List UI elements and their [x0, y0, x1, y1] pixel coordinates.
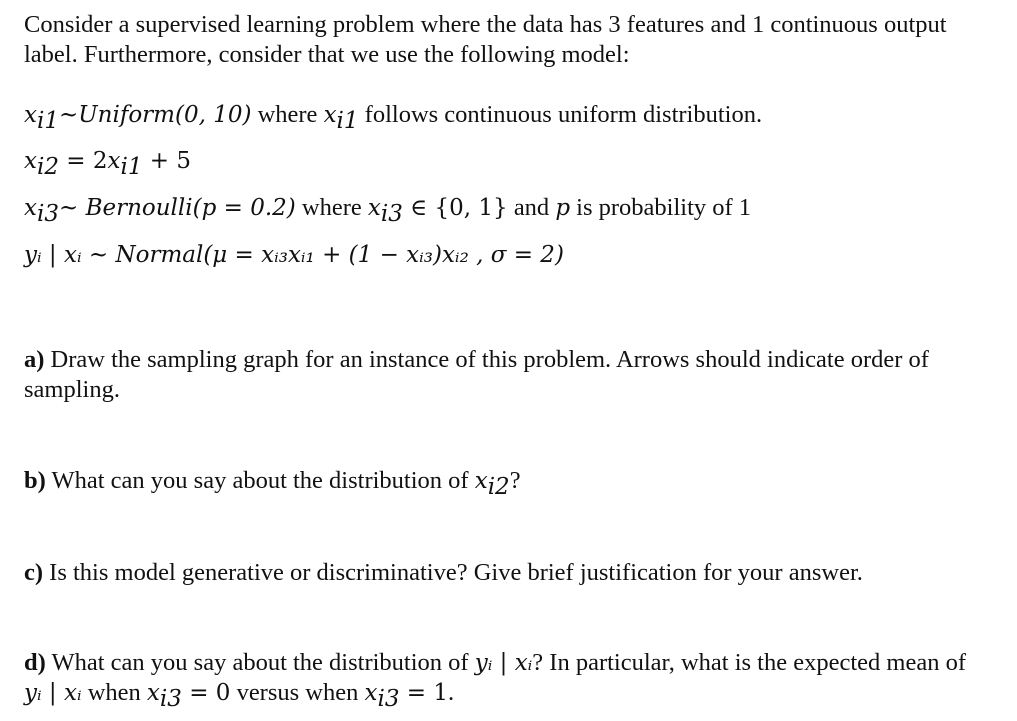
eq3-var: x	[24, 195, 37, 221]
question-d-end: .	[448, 679, 455, 706]
eq4-text: yᵢ | xᵢ ~ Normal(μ = xᵢ₃xᵢ₁ + (1 − xᵢ₃)xᵢ₂ , σ = 2)	[24, 242, 564, 268]
eq3-desc: and	[507, 194, 556, 221]
question-d-val2: = 1	[399, 680, 448, 706]
eq3-p: p	[555, 195, 571, 221]
question-d-expr2: yᵢ | xᵢ	[24, 680, 82, 706]
question-b-text: What can you say about the distribution of	[45, 467, 475, 494]
eq3-var2: x	[367, 195, 381, 221]
question-a-text: Draw the sampling graph for an instance of this problem. Arrows should indicate order of sampling.	[24, 346, 929, 403]
question-d-sub: i3	[159, 685, 182, 712]
eq2-sub: i2	[36, 153, 59, 180]
eq3-where: where	[295, 194, 368, 221]
question-d-val1: = 0	[181, 680, 231, 706]
eq3-sub: i3	[36, 200, 59, 227]
eq3-sub2: i3	[380, 200, 403, 227]
question-d-text1: What can you say about the distribution of	[45, 649, 475, 676]
question-d-text4: versus when	[230, 679, 365, 706]
eq1-rel: ~	[58, 102, 79, 128]
question-a	[24, 345, 984, 405]
eq3-rel: ~	[58, 195, 86, 221]
question-d-var2: x	[364, 680, 378, 706]
eq2-rhs-sub: i1	[120, 153, 143, 180]
question-b-sub: i2	[487, 473, 510, 500]
eq1-where: where	[251, 101, 324, 128]
eq1-sub: i1	[36, 107, 59, 134]
intro-paragraph	[24, 10, 999, 70]
question-d-text2: ? In particular, what is the expected mean of	[532, 649, 966, 676]
question-b-end: ?	[509, 467, 521, 494]
eq2-var: x	[24, 148, 37, 174]
equation-x1	[24, 100, 763, 134]
eq2-rhs-b: + 5	[142, 148, 192, 174]
question-b-label: b)	[24, 467, 46, 494]
equation-x3	[24, 193, 752, 227]
question-d-var: x	[146, 680, 160, 706]
eq3-dist: Bernoulli(p = 0.2)	[85, 195, 296, 221]
eq1-sub2: i1	[336, 107, 359, 134]
question-d-text3: when	[81, 679, 147, 706]
eq1-dist: Uniform(0, 10)	[78, 102, 252, 128]
question-d	[24, 648, 984, 712]
intro-text: Consider a supervised learning problem where the data has 3 features and 1 continuous output label. Furthermore, consider that we use the following model:	[24, 11, 947, 68]
eq1-var2: x	[323, 102, 337, 128]
eq2-rhs-var: x	[107, 148, 121, 174]
question-d-expr1: yᵢ | xᵢ	[474, 650, 533, 676]
question-d-sub2: i3	[377, 685, 400, 712]
eq3-desc2: is probability of 1	[570, 194, 752, 221]
eq1-var: x	[24, 102, 37, 128]
question-c-label: c)	[24, 559, 44, 586]
equation-y	[24, 240, 564, 270]
question-b-var: x	[474, 468, 488, 494]
eq3-set: ∈ {0, 1}	[402, 195, 508, 221]
question-c	[24, 558, 984, 588]
equation-x2	[24, 146, 192, 180]
question-d-label: d)	[24, 649, 46, 676]
question-a-label: a)	[24, 346, 45, 373]
eq1-desc: follows continuous uniform distribution.	[358, 101, 763, 128]
question-b	[24, 466, 984, 500]
question-c-text: Is this model generative or discriminative? Give brief justification for your answer.	[43, 559, 863, 586]
eq2-rhs-a: = 2	[58, 148, 108, 174]
